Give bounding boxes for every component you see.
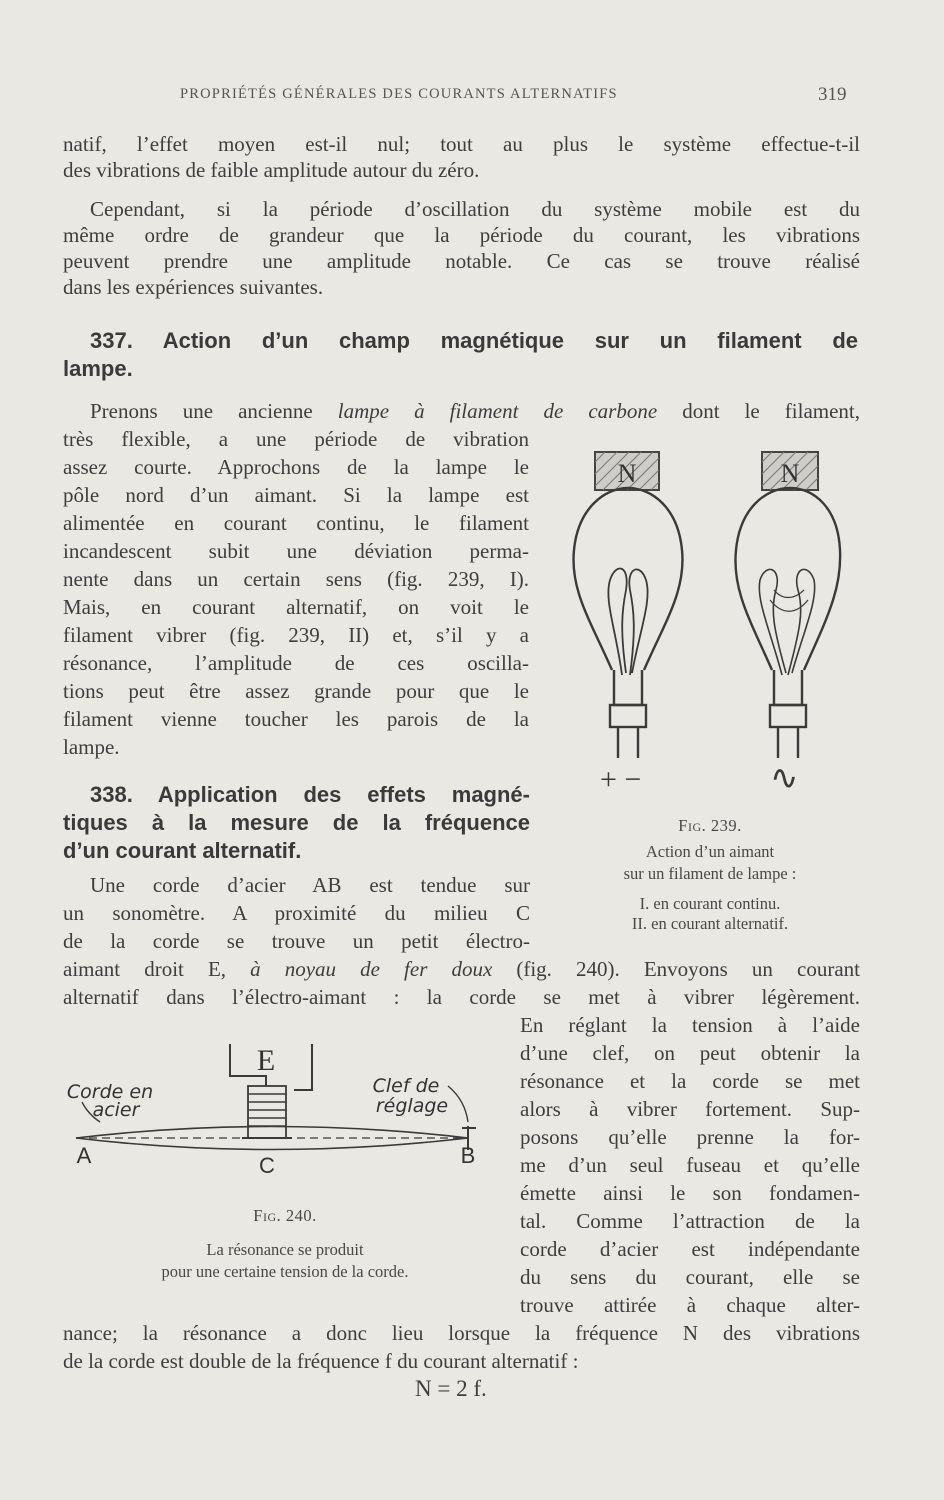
lamp-bulb-right xyxy=(735,488,840,758)
para3-line: lampe. xyxy=(63,735,120,759)
svg-text:C: C xyxy=(259,1153,275,1178)
svg-text:acier: acier xyxy=(92,1099,140,1121)
para3-line: filament vienne toucher les parois de la xyxy=(63,707,529,731)
para4-right-line: En réglant la tension à l’aide xyxy=(520,1013,860,1037)
svg-text:B: B xyxy=(460,1143,476,1168)
para4-right-line: me d’un seul fuseau et qu’elle xyxy=(520,1153,860,1177)
para3-line: alimentée en courant continu, le filament xyxy=(63,511,529,535)
para4-right-line: alors à vibrer fortement. Sup- xyxy=(520,1097,860,1121)
figure-240-drawing xyxy=(66,1030,510,1180)
para3-first-line: Prenons une ancienne lampe à filament de carbone dont le filament, xyxy=(90,399,861,423)
svg-text:E: E xyxy=(256,1044,276,1077)
svg-text:A: A xyxy=(76,1143,92,1168)
para4-right-line: tal. Comme l’attraction de la xyxy=(520,1209,860,1233)
svg-text:Clef de: Clef de xyxy=(372,1075,440,1097)
section-338-title-1: 338. Application des effets magné- xyxy=(90,782,530,807)
para4-line: Une corde d’acier AB est tendue sur xyxy=(90,873,530,897)
para1-line-2: des vibrations de faible amplitude autour du zéro. xyxy=(63,158,480,182)
para3-line: très flexible, a une période de vibration xyxy=(63,427,529,451)
frequency-formula: N = 2 f. xyxy=(415,1376,487,1401)
running-header: PROPRIÉTÉS GÉNÉRALES DES COURANTS ALTERNATIFS xyxy=(180,86,618,102)
magnet-north-left xyxy=(595,452,659,490)
para1-line-1: natif, l’effet moyen est-il nul; tout au plus le système effectue-t-il xyxy=(63,132,860,156)
para3-line: Mais, en courant alternatif, on voit le xyxy=(63,595,529,619)
para3-line: filament vibrer (fig. 239, II) et, s’il y a xyxy=(63,623,529,647)
para4-right-line: trouve attirée à chaque alter- xyxy=(520,1293,860,1317)
svg-text:N: N xyxy=(617,459,637,488)
para3-line: tions peut être assez grande pour que le xyxy=(63,679,529,703)
para4-right-line: du sens du courant, elle se xyxy=(520,1265,860,1289)
para4-full-line-2: alternatif dans l’électro-aimant : la corde se met à vibrer légèrement. xyxy=(63,985,860,1009)
section-338-title-2: tiques à la mesure de la fréquence xyxy=(63,810,530,835)
lamp-bulb-left xyxy=(573,488,682,758)
para2-line-4: dans les expériences suivantes. xyxy=(63,275,324,299)
figure-239-label: Fig. 239. xyxy=(678,816,742,835)
page-number: 319 xyxy=(818,84,847,105)
figure-239-drawing xyxy=(560,440,840,790)
para4-right-line: d’une clef, on peut obtenir la xyxy=(520,1041,860,1065)
para2-line-3: peuvent prendre une amplitude notable. Ce cas se trouve réalisé xyxy=(63,249,860,273)
svg-text:réglage: réglage xyxy=(375,1095,449,1117)
svg-text:Corde en: Corde en xyxy=(66,1081,154,1103)
para4-right-line: résonance et la corde se met xyxy=(520,1069,860,1093)
para4-right-line: corde d’acier est indépendante xyxy=(520,1237,860,1261)
figure-240-label: Fig. 240. xyxy=(253,1206,317,1225)
para2-line-1: Cependant, si la période d’oscillation du système mobile est du xyxy=(90,197,860,221)
svg-text:N: N xyxy=(780,459,800,488)
para3-line: pôle nord d’un aimant. Si la lampe est xyxy=(63,483,529,507)
figure-240-caption-2: pour une certaine tension de la corde. xyxy=(161,1262,409,1281)
para4-full-line-1: aimant droit E, à noyau de fer doux (fig. 240). Envoyons un courant xyxy=(63,957,860,981)
para4-right-line: posons qu’elle prenne la for- xyxy=(520,1125,860,1149)
para4-end-line-1: nance; la résonance a donc lieu lorsque la fréquence N des vibrations xyxy=(63,1321,860,1345)
figure-239-item-1: I. en courant continu. xyxy=(639,894,781,913)
section-338-title-3: d’un courant alternatif. xyxy=(63,838,302,863)
figure-239-item-2: II. en courant alternatif. xyxy=(631,914,789,933)
figure-239-caption-1: Action d’un aimant xyxy=(645,842,775,861)
ac-symbol: ∿ xyxy=(770,760,799,797)
para4-line: de la corde se trouve un petit électro- xyxy=(63,929,530,953)
dc-symbol: + − xyxy=(600,763,642,796)
para4-right-line: émette ainsi le son fondamen- xyxy=(520,1181,860,1205)
para3-line: incandescent subit une déviation perma- xyxy=(63,539,529,563)
para3-line: nente dans un certain sens (fig. 239, I). xyxy=(63,567,529,591)
para3-line: résonance, l’amplitude de ces oscilla- xyxy=(63,651,529,675)
para4-line: un sonomètre. A proximité du milieu C xyxy=(63,901,530,925)
section-337-title-1: 337. Action d’un champ magnétique sur un filament de xyxy=(90,328,858,353)
section-337-title-2: lampe. xyxy=(63,356,133,381)
figure-240-caption-1: La résonance se produit xyxy=(206,1240,364,1259)
para4-end-line-2: de la corde est double de la fréquence f du courant alternatif : xyxy=(63,1349,579,1373)
para3-line: assez courte. Approchons de la lampe le xyxy=(63,455,529,479)
figure-239-caption-2: sur un filament de lampe : xyxy=(623,864,797,883)
magnet-north-right xyxy=(762,452,818,490)
para2-line-2: même ordre de grandeur que la période du courant, les vibrations xyxy=(63,223,860,247)
